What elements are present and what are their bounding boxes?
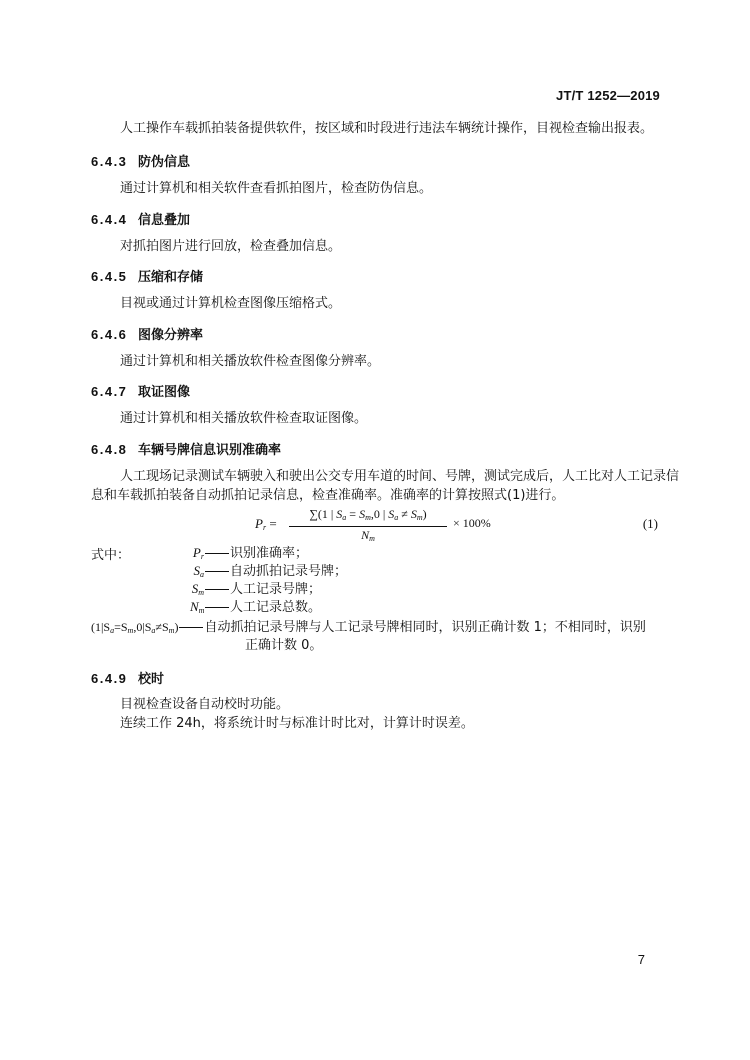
section-title: 信息叠加 xyxy=(138,213,191,228)
formula-fraction xyxy=(289,507,447,546)
section-number: 6.4.6 xyxy=(91,327,128,342)
section-body-6-4-8-line2: 息和车载抓拍装备自动抓拍记录信息，检查准确率。准确率的计算按照式(1)进行。 xyxy=(91,488,565,503)
section-body-6-4-6: 通过计算机和相关播放软件检查图像分辨率。 xyxy=(120,354,381,369)
formula-lhs: $P_r$ = xyxy=(255,516,277,532)
page-number: 7 xyxy=(637,952,645,967)
condition-definition-line2: 正确计数 0。 xyxy=(245,638,323,653)
formula-denominator: $N_m$ xyxy=(361,528,375,543)
condition-definition: $(1|S_a=S_m,0|S_a\ne S_m)$ 自动抓拍记录号牌与人工记录号牌相同时，识别正确计数 1；不相同时，识别 xyxy=(91,620,646,635)
section-heading-6-4-5 xyxy=(91,266,203,285)
section-number: 6.4.5 xyxy=(91,269,128,284)
accuracy-formula xyxy=(255,507,515,543)
section-title: 校时 xyxy=(138,672,165,687)
variable-definition-sa: $S_a$ 自动抓拍记录号牌； xyxy=(193,563,348,579)
section-title: 车辆号牌信息识别准确率 xyxy=(138,443,282,458)
where-label: 式中： xyxy=(91,548,131,563)
fraction-bar xyxy=(289,526,447,527)
section-body-6-4-4: 对抓拍图片进行回放，检查叠加信息。 xyxy=(120,239,342,254)
section-number: 6.4.4 xyxy=(91,212,128,227)
section-body-6-4-3: 通过计算机和相关软件查看抓拍图片，检查防伪信息。 xyxy=(120,181,433,196)
variable-definition-nm: $N_m$ 人工记录总数。 xyxy=(190,599,322,615)
formula-numerator: ∑(1 | $S_a = S_m,0$ | $S_a \ne S_m$) xyxy=(309,507,427,522)
section-body-6-4-9-line1: 目视检查设备自动校时功能。 xyxy=(120,697,290,712)
section-title: 防伪信息 xyxy=(138,155,191,170)
section-number: 6.4.7 xyxy=(91,384,128,399)
formula-times-100-percent: × 100% xyxy=(453,516,491,530)
section-heading-6-4-6 xyxy=(91,324,203,343)
section-body-6-4-7: 通过计算机和相关播放软件检查取证图像。 xyxy=(120,411,368,426)
section-title: 压缩和存储 xyxy=(138,270,204,285)
intro-paragraph: 人工操作车载抓拍装备提供软件，按区域和时段进行违法车辆统计操作，目视检查输出报表。 xyxy=(120,121,654,136)
section-heading-6-4-7 xyxy=(91,381,190,400)
variable-definition-pr: $P_r$ 识别准确率； xyxy=(192,545,309,561)
document-id-header: JT/T 1252—2019 xyxy=(556,88,660,103)
section-heading-6-4-4 xyxy=(91,209,190,228)
section-heading-6-4-8 xyxy=(91,439,281,458)
section-number: 6.4.8 xyxy=(91,442,128,457)
section-heading-6-4-3 xyxy=(91,151,190,170)
section-body-6-4-5: 目视或通过计算机检查图像压缩格式。 xyxy=(120,296,342,311)
section-number: 6.4.9 xyxy=(91,671,128,686)
section-body-6-4-8-line1: 人工现场记录测试车辆驶入和驶出公交专用车道的时间、号牌，测试完成后，人工比对人工记录信 xyxy=(120,469,680,484)
section-title: 取证图像 xyxy=(138,385,191,400)
section-number: 6.4.3 xyxy=(91,154,128,169)
section-title: 图像分辨率 xyxy=(138,328,204,343)
variable-definition-sm: $S_m$ 人工记录号牌； xyxy=(191,581,322,597)
section-heading-6-4-9 xyxy=(91,668,164,687)
section-body-6-4-9-line2: 连续工作 24h，将系统计时与标准计时比对，计算计时误差。 xyxy=(120,716,474,731)
equation-number: (1) xyxy=(642,516,658,531)
